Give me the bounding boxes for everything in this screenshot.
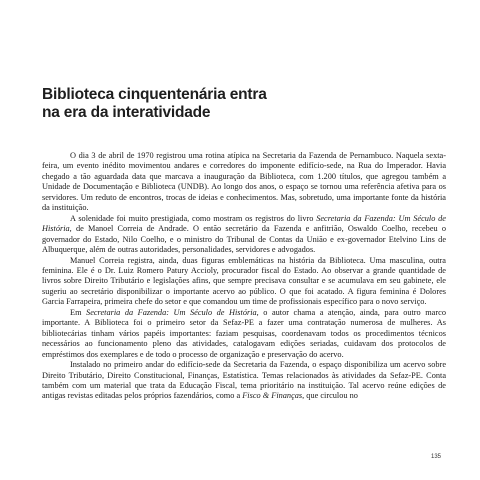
paragraph-4: Em Secretaria da Fazenda: Um Século de História, o autor chama a atenção, ainda, para outro marco importante. A Biblioteca foi o primeiro setor da Sefaz-PE a fazer uma contratação numerosa de mulheres. As bibliotecárias tinham vários papéis importantes: faziam pesquisas, coordenavam todos os procedimentos técnicos necessários ao funcionamento pleno das atividades, catalogavam edições seriadas, cuidavam dos protocolos de empréstimos dos exemplares e de todo o processo de organização e preservação do acervo.: [42, 307, 446, 359]
magazine-title-italic: Fisco & Finanças: [242, 391, 303, 401]
paragraph-3: Manuel Correia registra, ainda, duas figuras emblemáticas na história da Biblioteca. Uma masculina, outra feminina. Ele é o Dr. Luiz Romero Patury Accioly, procurador fiscal do Estado. Ao observar a grande quantidade de livros sobre Direito Tributário e legislações afins, que sempre precisava consultar e se acumulava em seu gabinete, ele sugeriu ao secretário disponibilizar o importante acervo ao público. O que foi acatado. A figura feminina é Dolores Garcia Farrapeira, primeira chefe do setor e que comandou um time de profissionais específico para o novo serviço.: [42, 255, 446, 307]
paragraph-1: O dia 3 de abril de 1970 registrou uma rotina atípica na Secretaria da Fazenda de Pernambuco. Naquela sexta-feira, um evento inédito movimentou andares e corredores do imponente edifício-sede, na Rua do Imperador. Havia chegado a tão aguardada data que marcava a inauguração da Biblioteca, com 1.200 títulos, que agregou também a Unidade de Documentação e Biblioteca (UNDB). Ao longo dos anos, o espaço se tornou uma referência afetiva para os servidores. Um reduto de encontros, trocas de ideias e conhecimentos. Mas, sobretudo, uma importante fonte da história da instituição.: [42, 151, 446, 213]
page-number: 135: [431, 454, 442, 460]
article-title: [42, 86, 342, 122]
article-body: [42, 151, 446, 402]
paragraph-5: Instalado no primeiro andar do edifício-sede da Secretaria da Fazenda, o espaço disponibiliza um acervo sobre Direito Tributário, Direito Constitucional, Finanças, Estatística. Temas relacionados às atividades da Sefaz-PE. Conta também com um material que trata da Educação Fiscal, tema prioritário na instituição. Tal acervo reúne edições de antigas revistas editadas pelos próprios fazendários, como a Fisco & Finanças, que circulou no: [42, 360, 446, 401]
book-title-italic: Secretaria da Fazenda: Um Século de História: [42, 213, 446, 234]
paragraph-2: A solenidade foi muito prestigiada, como mostram os registros do livro Secretaria da Fazenda: Um Século de História, de Manoel Correia de Andrade. O então secretário da Fazenda e anfitrião, Oswaldo Coelho, recebeu o governador do Estado, Nilo Coelho, e o ministro do Tribunal de Contas da União e ex-governador Etelvino Lins de Albuquerque, além de outras autoridades, personalidades, servidores e advogados.: [42, 213, 446, 255]
article-title-line-2: na era da interatividade: [42, 104, 211, 121]
article-title-line-1: Biblioteca cinquentenária entra: [42, 86, 267, 103]
book-title-italic: Secretaria da Fazenda: Um Século de História: [86, 307, 257, 317]
